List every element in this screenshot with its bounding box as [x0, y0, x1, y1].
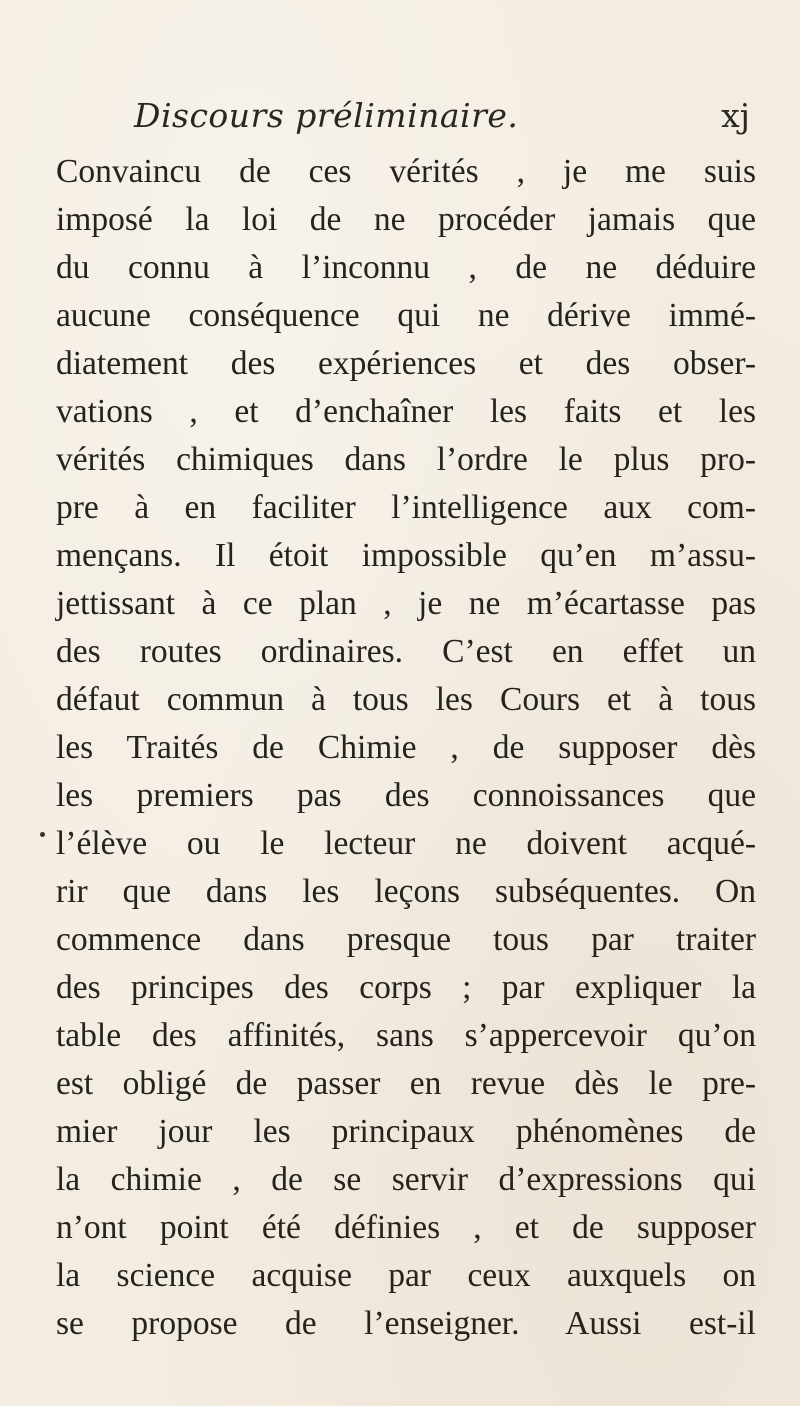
text-line: commence dans presque tous par traiter [56, 921, 756, 958]
text-line: diatement des expériences et des obser- [56, 345, 756, 382]
text-line: du connu à l’inconnu , de ne déduire [56, 249, 756, 286]
text-line: jettissant à ce plan , je ne m’écartasse pas [56, 585, 756, 622]
text-line: vations , et d’enchaîner les faits et les [56, 393, 756, 430]
page-header [134, 96, 756, 146]
text-line: n’ont point été définies , et de supposer [56, 1209, 756, 1246]
text-line: la chimie , de se servir d’expressions qui [56, 1161, 756, 1198]
text-line: des routes ordinaires. C’est en effet un [56, 633, 756, 670]
body-text [56, 148, 756, 1348]
text-line: pre à en faciliter l’intelligence aux com- [56, 489, 756, 526]
running-title: Discours préliminaire. [134, 96, 519, 135]
text-line: rir que dans les leçons subséquentes. On [56, 873, 756, 910]
text-line: mier jour les principaux phénomènes de [56, 1113, 756, 1150]
text-line: l’élève ou le lecteur ne doivent acqué- [56, 825, 756, 862]
text-line: est obligé de passer en revue dès le pre- [56, 1065, 756, 1102]
text-line: Convaincu de ces vérités , je me suis [56, 153, 756, 190]
text-line: table des affinités, sans s’appercevoir qu’on [56, 1017, 756, 1054]
text-line: la science acquise par ceux auxquels on [56, 1257, 756, 1294]
text-line: mençans. Il étoit impossible qu’en m’assu- [56, 537, 756, 574]
text-line: aucune conséquence qui ne dérive immé- [56, 297, 756, 334]
text-line: des principes des corps ; par expliquer la [56, 969, 756, 1006]
text-line: se propose de l’enseigner. Aussi est-il [56, 1305, 756, 1342]
text-line: vérités chimiques dans l’ordre le plus pro- [56, 441, 756, 478]
ink-speck [40, 832, 45, 837]
text-line: imposé la loi de ne procéder jamais que [56, 201, 756, 238]
text-line: les Traités de Chimie , de supposer dès [56, 729, 756, 766]
page-number: xj [721, 96, 750, 135]
text-line: les premiers pas des connoissances que [56, 777, 756, 814]
text-line: défaut commun à tous les Cours et à tous [56, 681, 756, 718]
